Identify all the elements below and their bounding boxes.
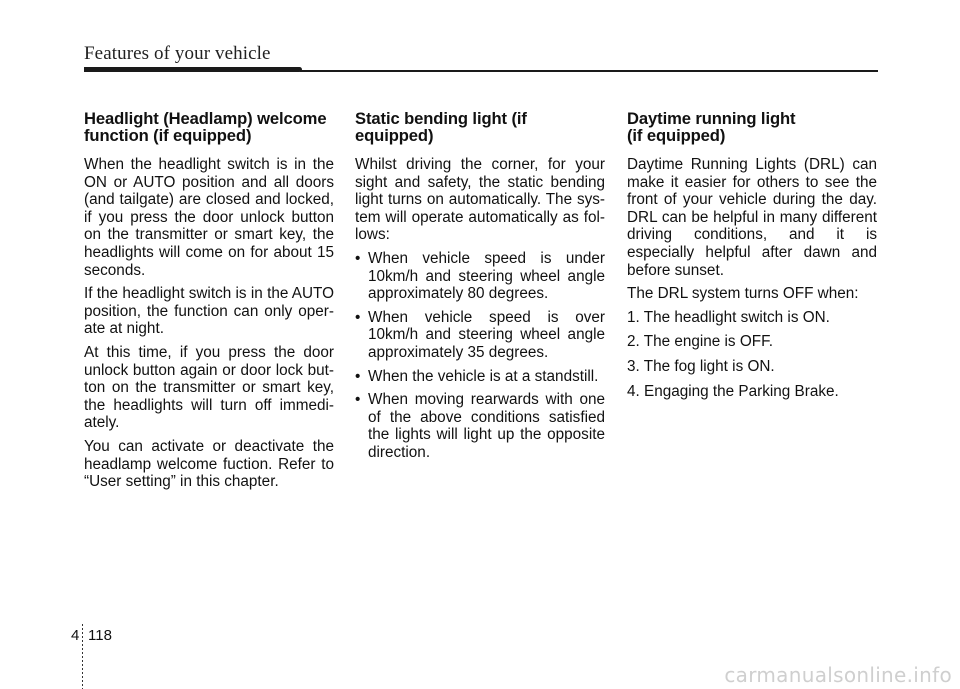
bullet-icon: • [355, 308, 361, 326]
numbered-item: 1. The headlight switch is ON. [627, 308, 830, 326]
paragraph: The DRL system turns OFF when: [627, 285, 859, 303]
section-heading: Static bending light (if equipped) [355, 109, 527, 145]
paragraph: Whilst driving the corner, for your sight and safety, the static bending light turns on automatically. The sys-tem will operate automatically as fol-lows: [355, 156, 605, 244]
section-heading [627, 110, 877, 144]
bullet-list [355, 250, 605, 462]
section-heading-line1: Daytime running light [627, 109, 796, 128]
chapter-number: 4 [71, 627, 80, 644]
list-item-text: When vehicle speed is over 10km/h and steering wheel angle approximately 35 degrees. [368, 308, 605, 361]
list-item [355, 368, 605, 386]
column-daytime-running-light [627, 110, 877, 407]
column-static-bending-light [355, 110, 605, 468]
footer-divider [82, 624, 83, 689]
paragraph: At this time, if you press the door unlock button again or door lock but-ton on the transmitter or smart key, the headlights will turn off immedi-ately. [84, 343, 334, 432]
list-item [355, 309, 605, 362]
page-header-title: Features of your vehicle [84, 43, 271, 64]
page-number: 118 [88, 627, 112, 644]
list-item-text: When moving rearwards with one of the above conditions satisfied the lights will light up the opposite direction. [368, 391, 605, 461]
column-headlight-welcome [84, 110, 334, 497]
numbered-item: 3. The fog light is ON. [627, 357, 775, 375]
list-item [355, 250, 605, 303]
watermark: carmanualsonline.info [724, 663, 952, 687]
header-rule-thick [84, 67, 302, 72]
numbered-item: 4. Engaging the Parking Brake. [627, 382, 839, 400]
bullet-icon: • [355, 391, 361, 409]
section-heading: Headlight (Headlamp) welcome function (if equipped) [84, 109, 327, 145]
bullet-icon: • [355, 249, 361, 267]
bullet-icon: • [355, 367, 361, 385]
numbered-item: 2. The engine is OFF. [627, 333, 773, 351]
paragraph: You can activate or deactivate the headlamp welcome fuction. Refer to “User setting” in this chapter. [84, 437, 334, 491]
paragraph: Daytime Running Lights (DRL) can make it easier for others to see the front of your vehicle during the day. DRL can be helpful in many different driving conditions, and it is especially helpful after dawn and before sunset. [627, 156, 877, 279]
section-heading-line2: (if equipped) [627, 126, 726, 145]
header-rule-thin [300, 70, 878, 72]
paragraph: When the headlight switch is in the ON or AUTO position and all doors (and tailgate) are closed and locked, if you press the door unlock button on the transmitter or smart key, the headlights will come on for about 15 seconds. [84, 156, 334, 279]
list-item [355, 391, 605, 461]
list-item-text: When vehicle speed is under 10km/h and steering wheel angle approximately 80 degrees. [368, 249, 605, 303]
paragraph: If the headlight switch is in the AUTO position, the function can only oper-ate at night. [84, 285, 334, 338]
list-item-text: When the vehicle is at a standstill. [368, 367, 599, 385]
